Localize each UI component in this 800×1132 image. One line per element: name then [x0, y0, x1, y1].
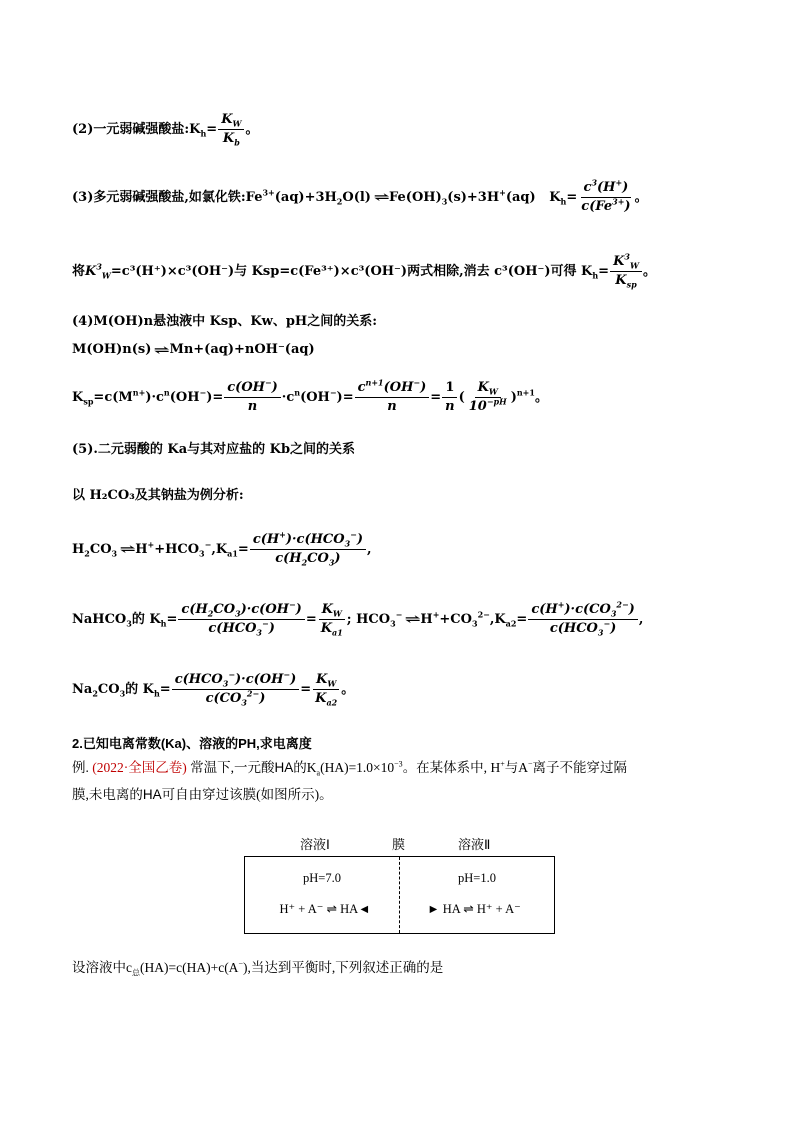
h-ion: H+ [490, 759, 505, 775]
cn1-over-n-fraction: $\frac{c^{n+1}(OH^-)}{n}$ [355, 380, 430, 416]
h2co3-ka1-line [72, 529, 740, 568]
question-source: (2022·全国乙卷) [92, 760, 187, 775]
equilibrium-arrow-icon: ⇌ [153, 342, 167, 357]
equilibrium-arrow-icon: ⇌ [373, 190, 387, 205]
kw-over-ka1-fraction: $\frac{K_W}{K_{a1}}$ [318, 602, 346, 638]
kw3-over-ksp-fraction: $\frac{K^3_W}{K_{sp}}$ [610, 254, 642, 290]
ha-formula-2: HA [142, 787, 162, 802]
section-3-tail: 。 [634, 189, 648, 205]
equilibrium-arrow-icon: ⇌ [404, 612, 418, 627]
nahco3-kh-fraction: $\frac{c(H_2CO_3)\cdot c(OH^-)}{c(HCO_3^-)}$ [178, 602, 304, 638]
kh-sub: $_h$= [592, 263, 610, 281]
c-total-formula: $c_总(HA)=c(HA)+c(A^-)$ [126, 959, 248, 978]
hco3-eq-left: ; $HCO_3^-$ [346, 609, 403, 629]
hco3-eq-right: $H^++CO_3^{2-},K_{a2}=$ [420, 609, 528, 629]
figure-left-ph: pH=7.0 [303, 871, 341, 885]
section-3-product: $Fe(OH)_3(s)+3H^+(aq)$ $K_h=$ [389, 187, 578, 207]
section-4-title: (4)M(OH)n悬浊液中 Ksp、Kw、pH之间的关系: [72, 314, 377, 329]
section-4-ksp-line [72, 377, 740, 416]
c-oh-over-n-fraction: $\frac{c(OH^-)}{n}$ [224, 380, 281, 416]
ka2-fraction: $\frac{c(H^+)\cdot c(CO_3^{2-})}{c(HCO_3^-)}$ [528, 602, 638, 638]
question-part5: 离子不能穿过隔 [532, 760, 627, 775]
figure-right-eq: ► HA ⇌ H⁺ + A⁻ [427, 902, 521, 916]
kh-fraction: $\frac{c^3(H^+)}{c(Fe^{3+})}$ [581, 177, 631, 215]
kw-cubed: $K^3_W$ [85, 261, 111, 281]
one-over-n-fraction: $\frac{1}{n}$ [442, 380, 457, 416]
section-5-example: 以 H₂CO₃及其钠盐为例分析: [72, 488, 244, 503]
na2co3-label: $Na_2CO_3$的 $K_h=$ [72, 681, 171, 699]
question-part2: 的 [293, 760, 307, 775]
a-ion: A− [518, 759, 533, 775]
equilibrium-arrow-icon: ⇌ [119, 542, 133, 557]
section-3-line [72, 177, 740, 216]
section-2-label: (2)一元弱碱强酸盐$:K_h=$ [72, 121, 218, 139]
ksp-expr-2: $\cdot c^n(OH^-)=$ [281, 387, 354, 405]
ksp-expr-3: = [430, 389, 442, 405]
na2co3-tail: 。 [341, 681, 355, 697]
ka1-tail: , [367, 541, 372, 557]
ha-formula: HA [274, 760, 294, 775]
question-part1: 常温下,一元酸 [190, 760, 275, 775]
section-3-text: (3)多元弱碱强酸盐,如氯化铁$:Fe^{3+}(aq)+3H_2O(l)$ [72, 187, 371, 207]
nahco3-kh-line [72, 599, 740, 638]
kw-over-10ph-fraction: $\frac{K_W}{10^{-pH}}$ [468, 380, 507, 415]
question-part4: 与 [504, 760, 519, 775]
section-3b-tail: 。 [642, 263, 656, 279]
question-last-line [72, 954, 740, 981]
section-3b-text2: =c³(H⁺)×c³(OH⁻)与 Ksp=c(Fe³⁺)×c³(OH⁻)两式相除,消去 c³(OH⁻)可得 K [110, 263, 593, 279]
section-5-title: (5).二元弱酸的 Ka与其对应盐的 Kb之间的关系 [72, 442, 356, 457]
eq-sign: = [305, 611, 317, 627]
ka-value: $K_a(HA)=1.0\times 10^{-3}$ [306, 759, 403, 778]
ksp-paren: ( [458, 389, 465, 405]
kw-over-kb-fraction: $\frac{K_W}{K_b}$ [218, 112, 244, 148]
h2co3-right: $H^++HCO_3^-,K_{a1}=$ [135, 539, 249, 559]
section-3b-line [72, 251, 740, 290]
section-4-eq-right: Mn+(aq)+nOH⁻(aq) [169, 342, 315, 357]
question-paragraph [72, 754, 740, 808]
section-2-title: 2.已知电离常数(Ka)、溶液的PH,求电离度 [72, 736, 312, 751]
question-part3: 。在某体系中, [402, 760, 488, 775]
ka2-tail: , [638, 611, 644, 627]
h2co3-left: $H_2CO_3$ [72, 541, 118, 559]
question-last2: ,当达到平衡时,下列叙述正确的是 [247, 960, 444, 975]
section-2-line [72, 112, 740, 148]
section-4-equation [72, 342, 740, 358]
figure-right-ph: pH=1.0 [458, 871, 496, 885]
membrane-figure [244, 856, 555, 934]
question-last1: 设溶液中 [72, 960, 126, 975]
question-line2b: 可自由穿过该膜(如图所示)。 [161, 787, 333, 802]
ka1-fraction: $\frac{c(H^+)\cdot c(HCO_3^-)}{c(H_2CO_3)}$ [250, 532, 366, 568]
na2co3-kh-fraction: $\frac{c(HCO_3^-)\cdot c(OH^-)}{c(CO_3^{2-})}$ [172, 672, 300, 708]
eq-sign-2: = [300, 681, 312, 697]
question-prefix: 例. [72, 760, 89, 775]
figure-left-eq: H⁺ + A⁻ ⇌ HA◄ [279, 902, 371, 916]
question-line2: 膜,未电离的 [72, 787, 143, 802]
figure-mid-title: 膜 [392, 837, 406, 852]
ksp-tail: )$^{n+1}$。 [510, 387, 548, 405]
membrane-divider [399, 857, 400, 933]
kw-over-ka2-fraction: $\frac{K_W}{K_{a2}}$ [312, 672, 340, 708]
section-4-eq-left: M(OH)n(s) [72, 342, 152, 357]
nahco3-label: NaHCO$_3$的 $K_h=$ [72, 611, 178, 629]
ksp-expr-1: $K_{sp}=c(M^{n+})\cdot c^n(OH^-)=$ [72, 387, 224, 407]
na2co3-kh-line [72, 669, 740, 708]
section-2-tail: 。 [245, 121, 259, 137]
figure-left-title: 溶液Ⅰ [300, 837, 330, 852]
figure-right-title: 溶液Ⅱ [458, 837, 491, 852]
section-3b-text1: 将 [72, 263, 86, 279]
